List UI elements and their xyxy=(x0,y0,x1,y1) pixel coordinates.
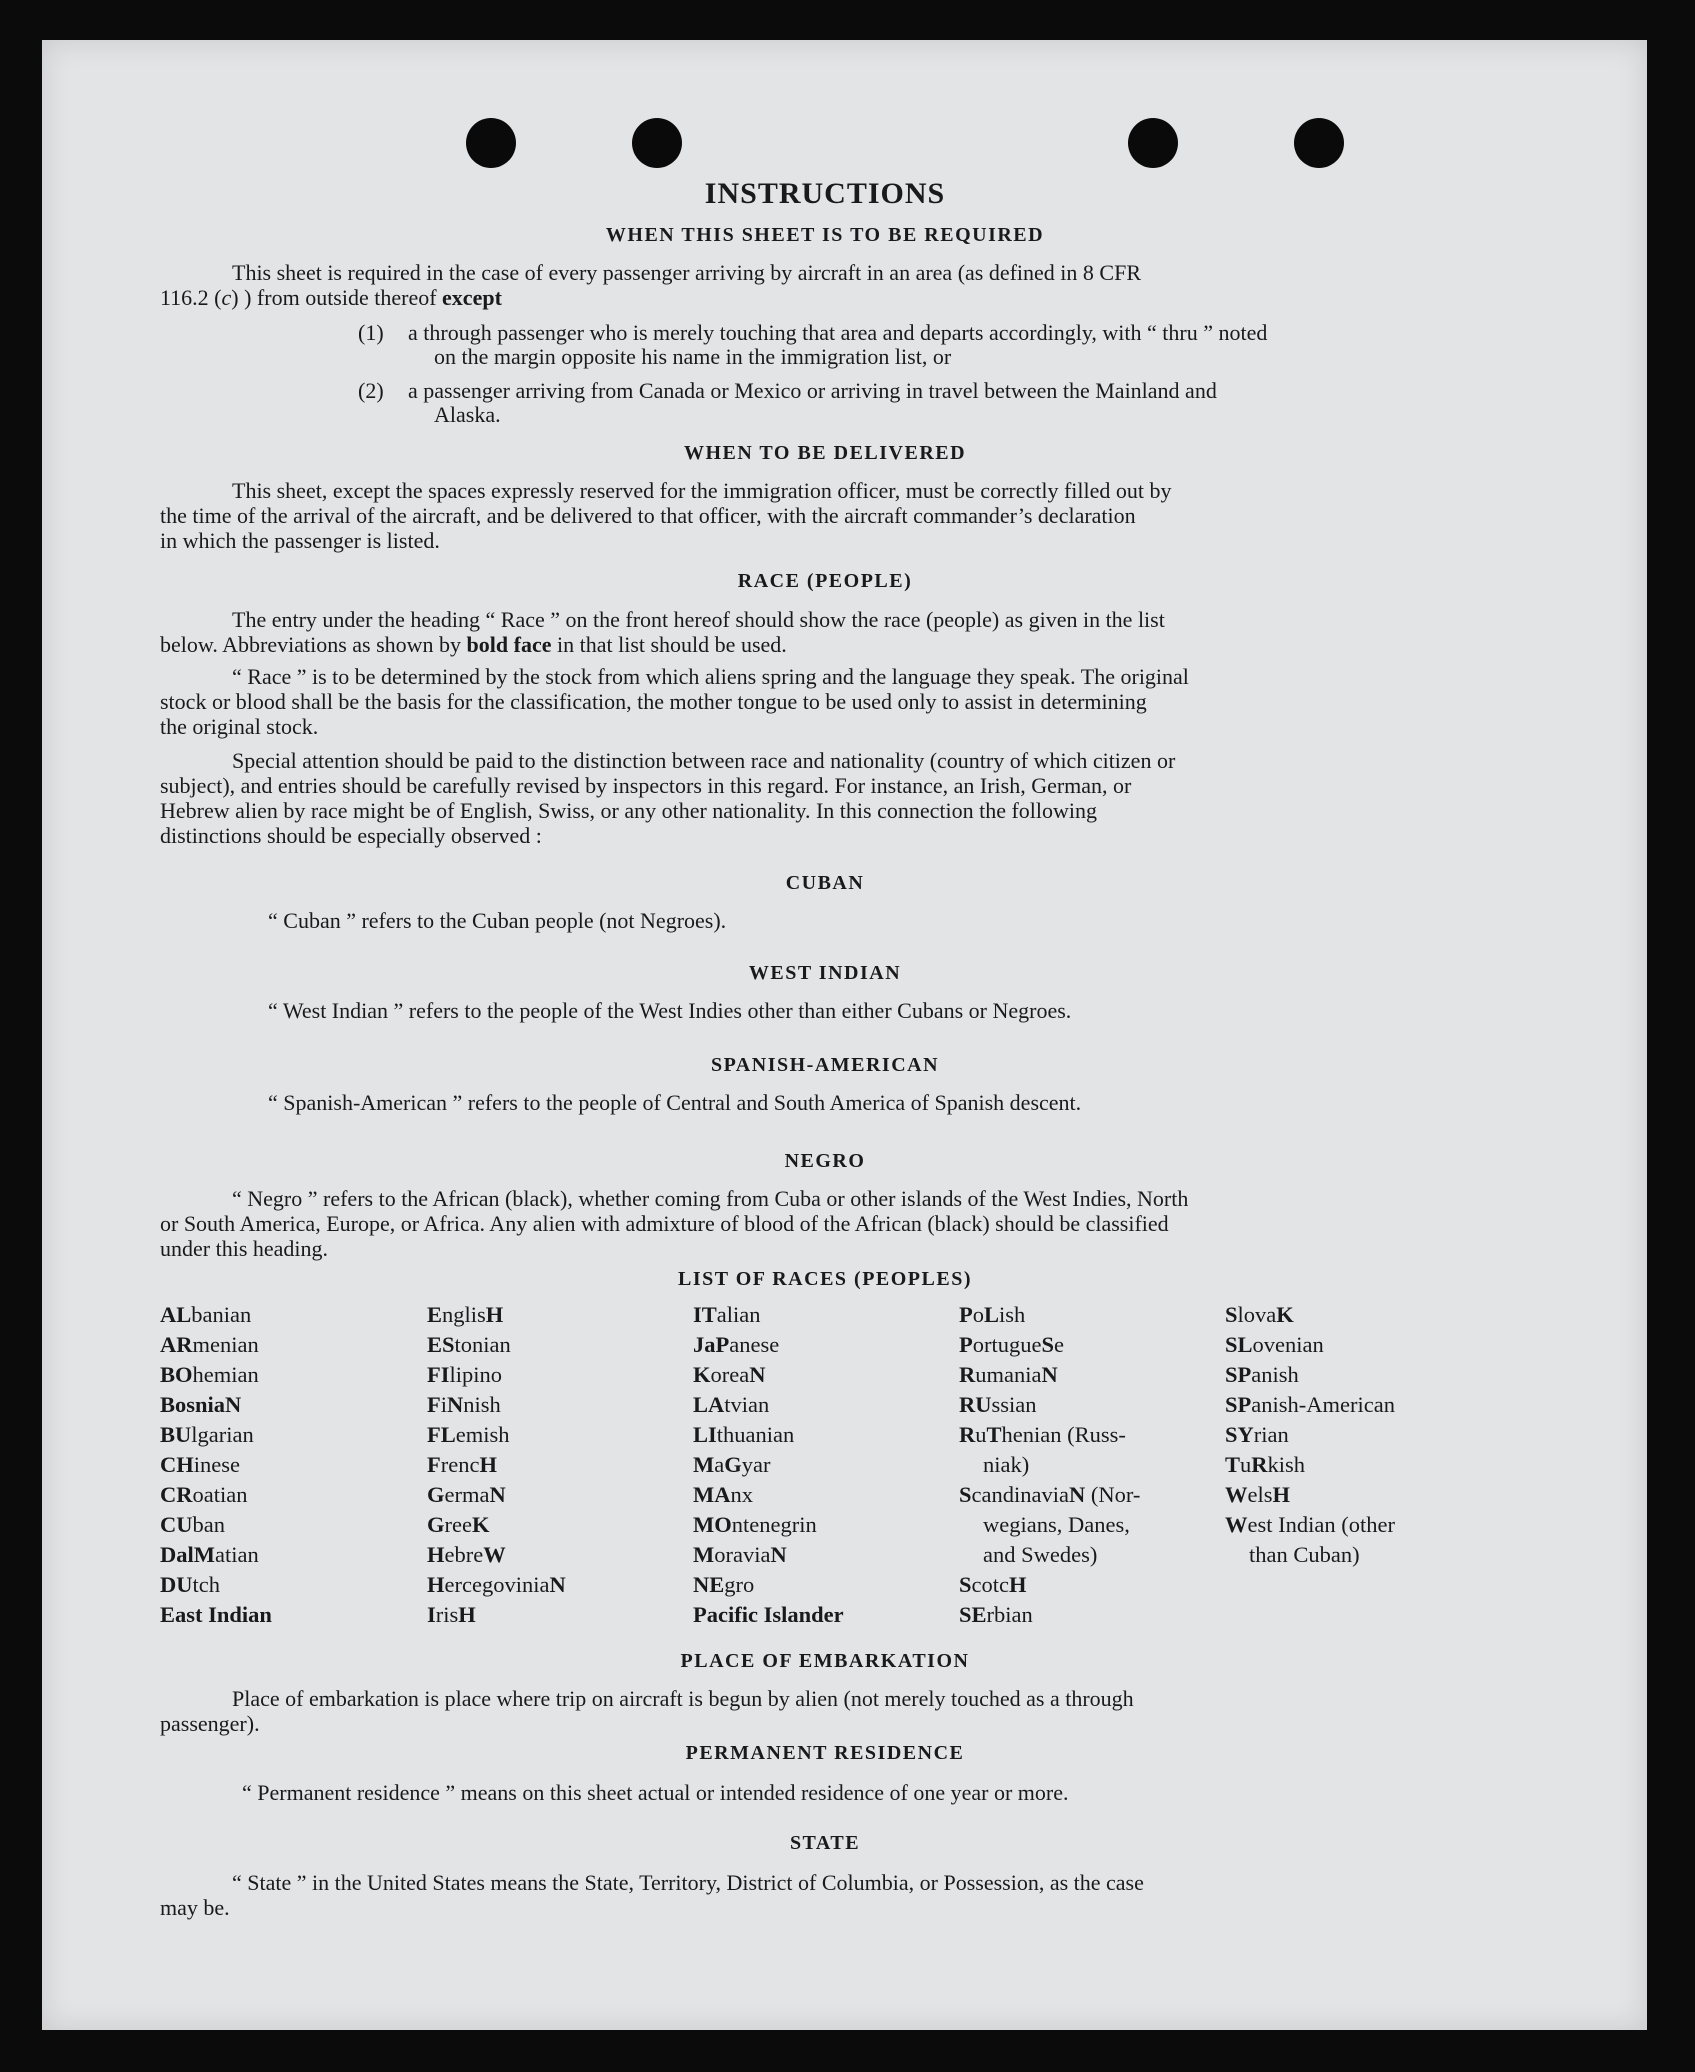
races-column xyxy=(959,1300,1140,1630)
heading-when-delivered: WHEN TO BE DELIVERED xyxy=(683,442,967,464)
race-entry: than Cuban) xyxy=(1249,1542,1360,1567)
race-entry: SPanish-American xyxy=(1225,1392,1395,1417)
punch-hole xyxy=(1294,118,1344,168)
race-entry: DUtch xyxy=(160,1572,220,1597)
race-entry: EnglisH xyxy=(427,1302,504,1327)
race-entry: FLemish xyxy=(427,1422,510,1447)
race-entry: SErbian xyxy=(959,1602,1033,1627)
race-entry: BOhemian xyxy=(160,1362,259,1387)
embarkation-paragraph: Place of embarkation is place where trip on aircraft is begun by alien (not merely touched as a through passenger). xyxy=(160,1686,1134,1736)
race-entry: GermaN xyxy=(427,1482,506,1507)
race-entry: KoreaN xyxy=(693,1362,766,1387)
race-entry: DalMatian xyxy=(160,1542,259,1567)
heading-west-indian: WEST INDIAN xyxy=(748,962,902,984)
race-entry: MAnx xyxy=(693,1482,753,1507)
race-entry: SLovenian xyxy=(1225,1332,1324,1357)
race-entry: FIlipino xyxy=(427,1362,503,1387)
race-entry: ScotcH xyxy=(959,1572,1027,1597)
race-entry: PortugueSe xyxy=(959,1332,1064,1357)
race-entry: SPanish xyxy=(1225,1362,1299,1387)
heading-residence: PERMANENT RESIDENCE xyxy=(685,1742,965,1764)
race-entry: BosniaN xyxy=(160,1392,242,1417)
race-entry: RumaniaN xyxy=(959,1362,1058,1387)
race-entry: and Swedes) xyxy=(983,1542,1098,1567)
race-entry: HebreW xyxy=(427,1542,506,1567)
residence-text: “ Permanent residence ” means on this sheet actual or intended residence of one year or more. xyxy=(242,1780,1069,1805)
race-entry: JaPanese xyxy=(693,1332,780,1357)
page-title: INSTRUCTIONS xyxy=(704,177,946,210)
heading-cuban: CUBAN xyxy=(785,872,865,894)
race-entry: NEgro xyxy=(693,1572,755,1597)
race-entry: CUban xyxy=(160,1512,225,1537)
race-entry: GreeK xyxy=(427,1512,490,1537)
race-entry: HercegoviniaN xyxy=(427,1572,566,1597)
races-table xyxy=(160,1300,1500,1640)
heading-when-required: WHEN THIS SHEET IS TO BE REQUIRED xyxy=(605,224,1045,246)
race-entry: ARmenian xyxy=(160,1332,259,1357)
race-paragraph-3: Special attention should be paid to the distinction between race and nationality (country of which citizen or subject), and entries should be carefully revised by inspectors in this regard. For instance, an Irish, German, or Hebrew alien by race might be of English, Swiss, or any other nationality. In this connection the following distinctions should be especially observed : xyxy=(160,748,1176,848)
race-entry: ScandinaviaN (Nor- xyxy=(959,1482,1141,1507)
race-entry: FiNnish xyxy=(427,1392,501,1417)
race-entry: ITalian xyxy=(693,1302,761,1327)
race-entry: FrencH xyxy=(427,1452,497,1477)
race-entry: MOntenegrin xyxy=(693,1512,817,1537)
races-column xyxy=(160,1300,272,1630)
race-entry: Pacific Islander xyxy=(693,1602,844,1627)
spanish-american-text: “ Spanish-American ” refers to the people of Central and South America of Spanish descent. xyxy=(268,1090,1082,1115)
race-entry: niak) xyxy=(983,1452,1030,1477)
race-paragraph-2: “ Race ” is to be determined by the stock from which aliens spring and the language they speak. The original stock or blood shall be the basis for the classification, the mother tongue to be used only to assist in determining the original stock. xyxy=(160,664,1189,739)
list-item: (1) a through passenger who is merely touching that area and departs accordingly, with “ thru ” noted on the margin opposite his name in the immigration list, or xyxy=(358,320,1268,369)
race-entry: LAtvian xyxy=(693,1392,770,1417)
race-entry: RUssian xyxy=(959,1392,1037,1417)
race-entry: East Indian xyxy=(160,1602,272,1627)
heading-embarkation: PLACE OF EMBARKATION xyxy=(680,1650,970,1672)
race-entry: ALbanian xyxy=(160,1302,252,1327)
race-entry: IrisH xyxy=(427,1602,476,1627)
heading-spanish-american: SPANISH-AMERICAN xyxy=(710,1054,940,1076)
heading-negro: NEGRO xyxy=(784,1150,866,1172)
race-entry: LIthuanian xyxy=(693,1422,795,1447)
race-entry: West Indian (other xyxy=(1225,1512,1395,1537)
heading-race: RACE (PEOPLE) xyxy=(737,570,913,592)
race-entry: PoLish xyxy=(959,1302,1026,1327)
races-column xyxy=(427,1300,566,1630)
race-entry: CHinese xyxy=(160,1452,240,1477)
races-column xyxy=(693,1300,844,1630)
race-entry: WelsH xyxy=(1225,1482,1291,1507)
cuban-text: “ Cuban ” refers to the Cuban people (not Negroes). xyxy=(268,908,727,933)
delivered-paragraph: This sheet, except the spaces expressly reserved for the immigration officer, must be correctly filled out by the time of the arrival of the aircraft, and be delivered to that officer, with the aircraft commander’s declaration in which the passenger is listed. xyxy=(160,478,1172,553)
punch-hole xyxy=(466,118,516,168)
race-entry: MoraviaN xyxy=(693,1542,787,1567)
heading-state: STATE xyxy=(789,1832,861,1854)
heading-races-list: LIST OF RACES (PEOPLES) xyxy=(677,1268,972,1290)
race-entry: CRoatian xyxy=(160,1482,248,1507)
punch-hole xyxy=(632,118,682,168)
west-indian-text: “ West Indian ” refers to the people of the West Indies other than either Cubans or Negroes. xyxy=(268,998,1072,1023)
race-entry: TuRkish xyxy=(1225,1452,1306,1477)
punch-hole xyxy=(1128,118,1178,168)
race-entry: RuThenian (Russ- xyxy=(959,1422,1126,1447)
race-entry: wegians, Danes, xyxy=(983,1512,1130,1537)
race-entry: SYrian xyxy=(1225,1422,1289,1447)
intro-paragraph: This sheet is required in the case of every passenger arriving by aircraft in an area (as defined in 8 CFR 116.2 (c) ) from outside thereof except xyxy=(160,260,1142,310)
race-entry: MaGyar xyxy=(693,1452,771,1477)
race-paragraph-1: The entry under the heading “ Race ” on the front hereof should show the race (people) as given in the list below. Abbreviations as shown by bold face in that list should be used. xyxy=(160,607,1165,657)
race-entry: BUlgarian xyxy=(160,1422,254,1447)
list-item: (2) a passenger arriving from Canada or Mexico or arriving in travel between the Mainland and Alaska. xyxy=(358,378,1217,427)
race-entry: SlovaK xyxy=(1225,1302,1294,1327)
races-column xyxy=(1225,1300,1395,1570)
race-entry: EStonian xyxy=(427,1332,511,1357)
negro-paragraph: “ Negro ” refers to the African (black), whether coming from Cuba or other islands of the West Indies, North or South America, Europe, or Africa. Any alien with admixture of blood of the African (black) should be classified under this heading. xyxy=(160,1186,1189,1261)
state-paragraph: “ State ” in the United States means the State, Territory, District of Columbia, or Possession, as the case may be. xyxy=(160,1870,1144,1920)
